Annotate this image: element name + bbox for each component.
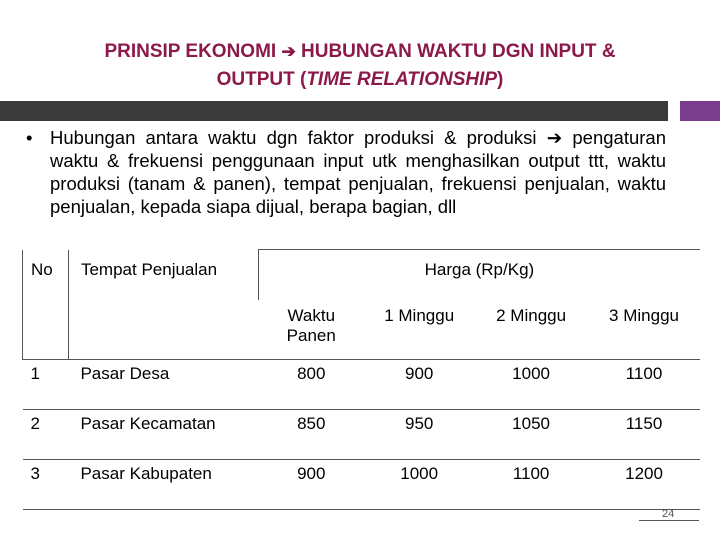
row-place: Pasar Kecamatan bbox=[68, 410, 258, 460]
row-value-week-3: 1150 bbox=[588, 410, 700, 460]
row-no: 1 bbox=[23, 360, 69, 410]
header-harvest-label: Waktu Panen bbox=[286, 305, 336, 345]
row-value-harvest: 800 bbox=[258, 360, 364, 410]
row-value-week-2: 1000 bbox=[474, 360, 588, 410]
table-row bbox=[23, 460, 701, 510]
title-part-2: HUBUNGAN WAKTU DGN INPUT & bbox=[301, 41, 616, 62]
header-place: Tempat Penjualan bbox=[68, 250, 258, 360]
table-row bbox=[23, 410, 701, 460]
right-arrow-icon: ➔ bbox=[546, 127, 563, 148]
header-week-1: 1 Minggu bbox=[364, 300, 474, 360]
row-value-week-2: 1100 bbox=[474, 460, 588, 510]
price-table bbox=[22, 249, 700, 510]
header-accent-block bbox=[680, 101, 720, 121]
row-value-harvest: 900 bbox=[258, 460, 364, 510]
slide-title bbox=[40, 38, 680, 94]
bullet-text-part-2: pengaturan waktu & frekuensi penggunaan input utk menghasilkan output ttt, waktu produksi (tanam & panen), tempat penjualan, frekuensi penjualan, waktu penjualan, kepada siapa dijual, berapa bagian, dll bbox=[50, 127, 666, 217]
row-value-week-2: 1050 bbox=[474, 410, 588, 460]
row-no: 3 bbox=[23, 460, 69, 510]
bullet-text-part-1: Hubungan antara waktu dgn faktor produksi & produksi bbox=[50, 127, 537, 148]
row-value-week-1: 1000 bbox=[364, 460, 474, 510]
row-place: Pasar Desa bbox=[68, 360, 258, 410]
title-line-1 bbox=[40, 38, 680, 66]
header-harvest bbox=[258, 300, 364, 360]
row-no: 2 bbox=[23, 410, 69, 460]
right-arrow-icon: ➔ bbox=[281, 42, 296, 61]
title-part-1: PRINSIP EKONOMI bbox=[104, 41, 277, 62]
row-value-harvest: 850 bbox=[258, 410, 364, 460]
bullet-dot-icon: • bbox=[26, 127, 33, 148]
title-line-2 bbox=[40, 66, 680, 94]
page-number-underline bbox=[639, 520, 699, 521]
row-value-week-1: 950 bbox=[364, 410, 474, 460]
row-value-week-3: 1100 bbox=[588, 360, 700, 410]
header-row-1 bbox=[23, 250, 701, 300]
header-week-2: 2 Minggu bbox=[474, 300, 588, 360]
bullet-point bbox=[26, 126, 666, 218]
header-week-3: 3 Minggu bbox=[588, 300, 700, 360]
bullet-text bbox=[50, 126, 666, 218]
page-number: 24 bbox=[662, 508, 675, 520]
title-italic: TIME RELATIONSHIP bbox=[306, 69, 498, 90]
header-no: No bbox=[23, 250, 69, 360]
header-divider-band bbox=[0, 101, 668, 121]
row-value-week-1: 900 bbox=[364, 360, 474, 410]
title-part-4: ) bbox=[497, 69, 504, 90]
row-place: Pasar Kabupaten bbox=[68, 460, 258, 510]
header-price: Harga (Rp/Kg) bbox=[258, 250, 700, 300]
table-row bbox=[23, 360, 701, 410]
title-part-3: OUTPUT ( bbox=[216, 69, 307, 90]
row-value-week-3: 1200 bbox=[588, 460, 700, 510]
